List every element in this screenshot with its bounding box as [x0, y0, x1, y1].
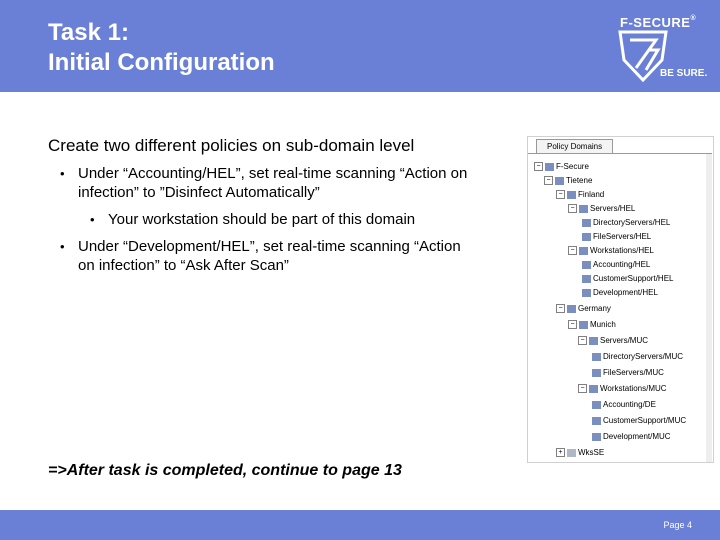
tree-scrollbar: [706, 154, 712, 462]
bullet-accounting: [48, 164, 468, 202]
policy-domains-screenshot: [527, 136, 714, 463]
tree-pane: [528, 153, 712, 462]
sub-bullet-workstation: [48, 210, 468, 229]
tree-node: Development/HEL: [582, 287, 658, 299]
title-line-2: Initial Configuration: [48, 49, 275, 76]
tree-node: − Germany: [556, 303, 611, 315]
header-band: [0, 0, 720, 92]
tree-node: − Munich: [568, 319, 616, 331]
tree-node: FileServers/MUC: [592, 367, 664, 379]
policy-domains-tab: Policy Domains: [536, 139, 613, 154]
bullet-dot-icon: •: [90, 212, 95, 227]
logo-brand: F-SECURE®: [620, 15, 697, 30]
tree-node: Accounting/HEL: [582, 259, 650, 271]
tree-node: + WksSE: [556, 447, 604, 459]
footer-band: [0, 510, 720, 540]
tree-node: Accounting/DE: [592, 399, 656, 411]
bullet-development-text: Under “Development/HEL”, set real-time scanning “Action on infection” to “Ask After Scan”: [78, 238, 461, 274]
logo-tagline: BE SURE.: [660, 68, 708, 79]
next-step-note: =>After task is completed, continue to page 13: [48, 462, 402, 479]
f-secure-logo: [612, 12, 712, 84]
tree-node: CustomerSupport/HEL: [582, 273, 673, 285]
lead-text: Create two different policies on sub-domain level: [48, 136, 415, 155]
tree-node: DirectoryServers/MUC: [592, 351, 683, 363]
tree-node: − Finland: [556, 189, 604, 201]
bullet-dot-icon: •: [60, 166, 65, 181]
bullet-development: [48, 237, 468, 275]
bullet-dot-icon: •: [60, 239, 65, 254]
tree-node: − Workstations/HEL: [568, 245, 654, 257]
slide-body: [48, 133, 468, 283]
tree-node: CustomerSupport/MUC: [592, 415, 686, 427]
tree-node: FileServers/HEL: [582, 231, 651, 243]
slide-title: [48, 18, 275, 78]
tree-node: − Servers/HEL: [568, 203, 635, 215]
tree-node: Development/MUC: [592, 431, 671, 443]
tree-node: DirectoryServers/HEL: [582, 217, 670, 229]
sub-bullet-workstation-text: Your workstation should be part of this domain: [108, 211, 416, 228]
tree-node: − Servers/MUC: [578, 335, 648, 347]
bullet-accounting-text: Under “Accounting/HEL”, set real-time scanning “Action on infection” to ”Disinfect Automatically”: [78, 165, 468, 201]
title-line-1: Task 1:: [48, 19, 129, 46]
page-number: Page 4: [663, 520, 692, 530]
tree-node: − F-Secure: [534, 161, 589, 173]
tree-node: − Tietene: [544, 175, 592, 187]
tree-node: − Workstations/MUC: [578, 383, 667, 395]
